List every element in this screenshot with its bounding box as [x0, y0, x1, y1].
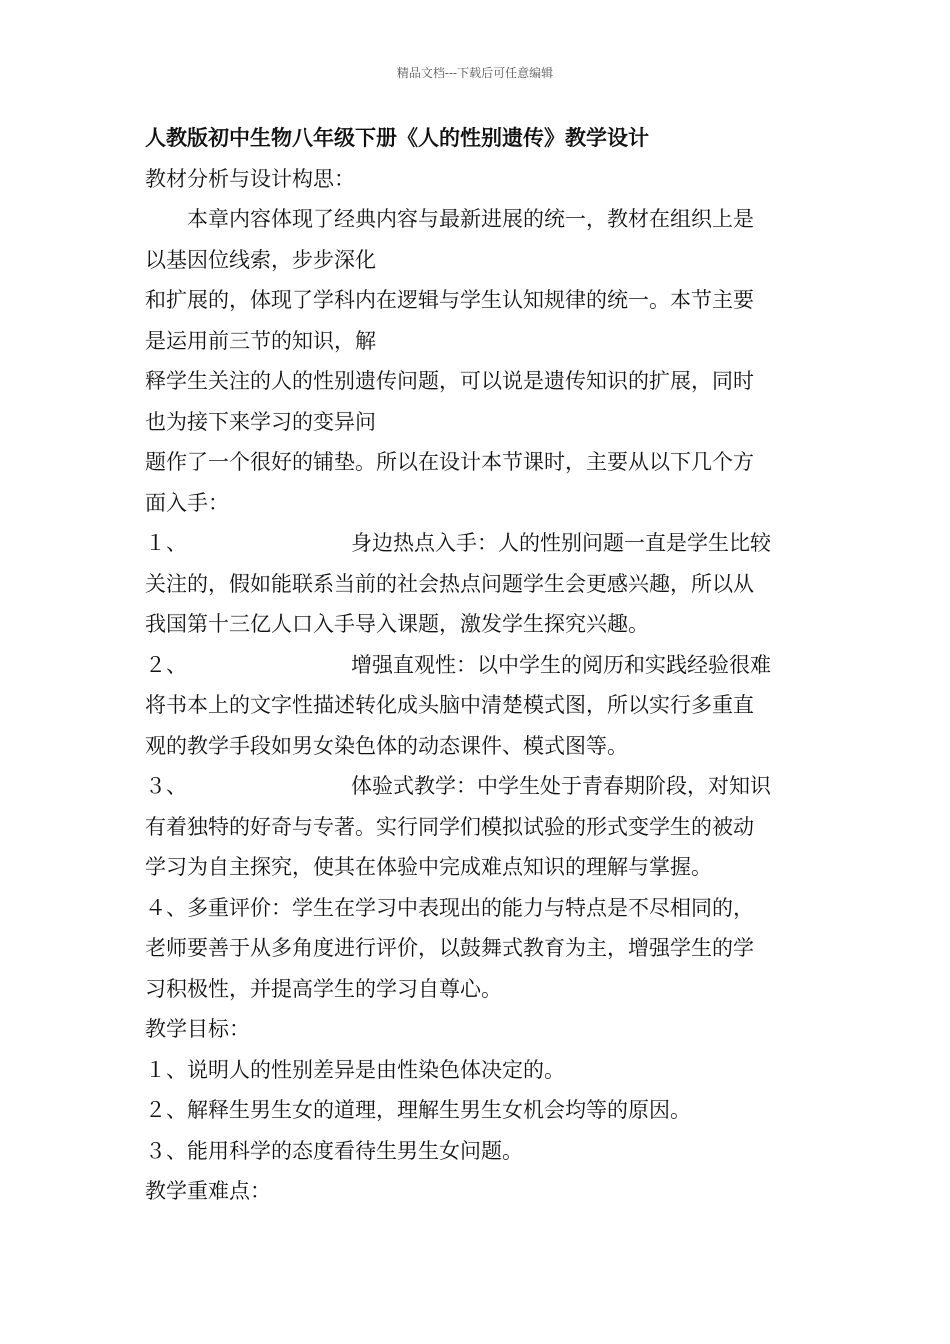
list-item-heading: 体验式教学：中学生处于青春期阶段，对知识	[351, 774, 771, 798]
paragraph-line: 老师要善于从多角度进行评价，以鼓舞式教育为主，增强学生的学	[145, 936, 754, 960]
goal-item: ３、能用科学的态度看待生男生女问题。	[145, 1138, 523, 1163]
list-item-heading: 身边热点入手：人的性别问题一直是学生比较	[351, 531, 771, 555]
goal-item: ２、解释生男生女的道理，理解生男生女机会均等的原因。	[145, 1098, 691, 1122]
paragraph-line: 学习为自主探究，使其在体验中完成难点知识的理解与掌握。	[145, 855, 712, 879]
paragraph-line: 将书本上的文字性描述转化成头脑中清楚模式图，所以实行多重直	[145, 693, 754, 717]
paragraph-line: 关注的，假如能联系当前的社会热点问题学生会更感兴趣，所以从	[145, 571, 754, 596]
paragraph-line: 也为接下来学习的变异问	[145, 409, 376, 434]
paragraph-line: 本章内容体现了经典内容与最新进展的统一，教材在组织上是	[187, 207, 754, 231]
paragraph-line: 和扩展的，体现了学科内在逻辑与学生认知规律的统一。本节主要	[145, 288, 754, 312]
section-heading-key-points: 教学重难点：	[145, 1179, 271, 1203]
paragraph-line: 题作了一个很好的铺垫。所以在设计本节课时，主要从以下几个方	[145, 450, 754, 474]
list-item-2	[145, 645, 810, 686]
list-item-3	[145, 766, 810, 807]
page-header: 精品文档---下载后可任意编辑	[396, 66, 554, 80]
paragraph-line: 面入手：	[145, 490, 229, 515]
list-number: ２、	[145, 652, 187, 677]
list-item-1	[145, 523, 810, 564]
document-body	[145, 118, 810, 1212]
list-number: １、	[145, 531, 187, 555]
goal-item: １、说明人的性别差异是由性染色体决定的。	[145, 1057, 565, 1082]
paragraph-line: 观的教学手段如男女染色体的动态课件、模式图等。	[145, 733, 628, 758]
paragraph-line: 我国第十三亿人口入手导入课题，激发学生探究兴趣。	[145, 612, 649, 636]
paragraph-line: 是运用前三节的知识，解	[145, 328, 376, 353]
section-heading-goals: 教学目标：	[145, 1017, 250, 1041]
list-item-heading: 增强直观性：以中学生的阅历和实践经验很难	[351, 652, 771, 677]
paragraph-line: 以基因位线索，步步深化	[145, 247, 376, 272]
paragraph-line: 有着独特的好奇与专著。实行同学们模拟试验的形式变学生的被动	[145, 814, 754, 839]
list-item-4: ４、多重评价：学生在学习中表现出的能力与特点是不尽相同的，	[145, 895, 754, 920]
section-heading-analysis: 教材分析与设计构思：	[145, 166, 355, 191]
paragraph-line: 释学生关注的人的性别遗传问题，可以说是遗传知识的扩展，同时	[145, 369, 754, 393]
document-title: 人教版初中生物八年级下册《人的性别遗传》教学设计	[145, 126, 649, 150]
paragraph-line: 习积极性，并提高学生的学习自尊心。	[145, 976, 502, 1001]
list-number: ３、	[145, 774, 187, 798]
